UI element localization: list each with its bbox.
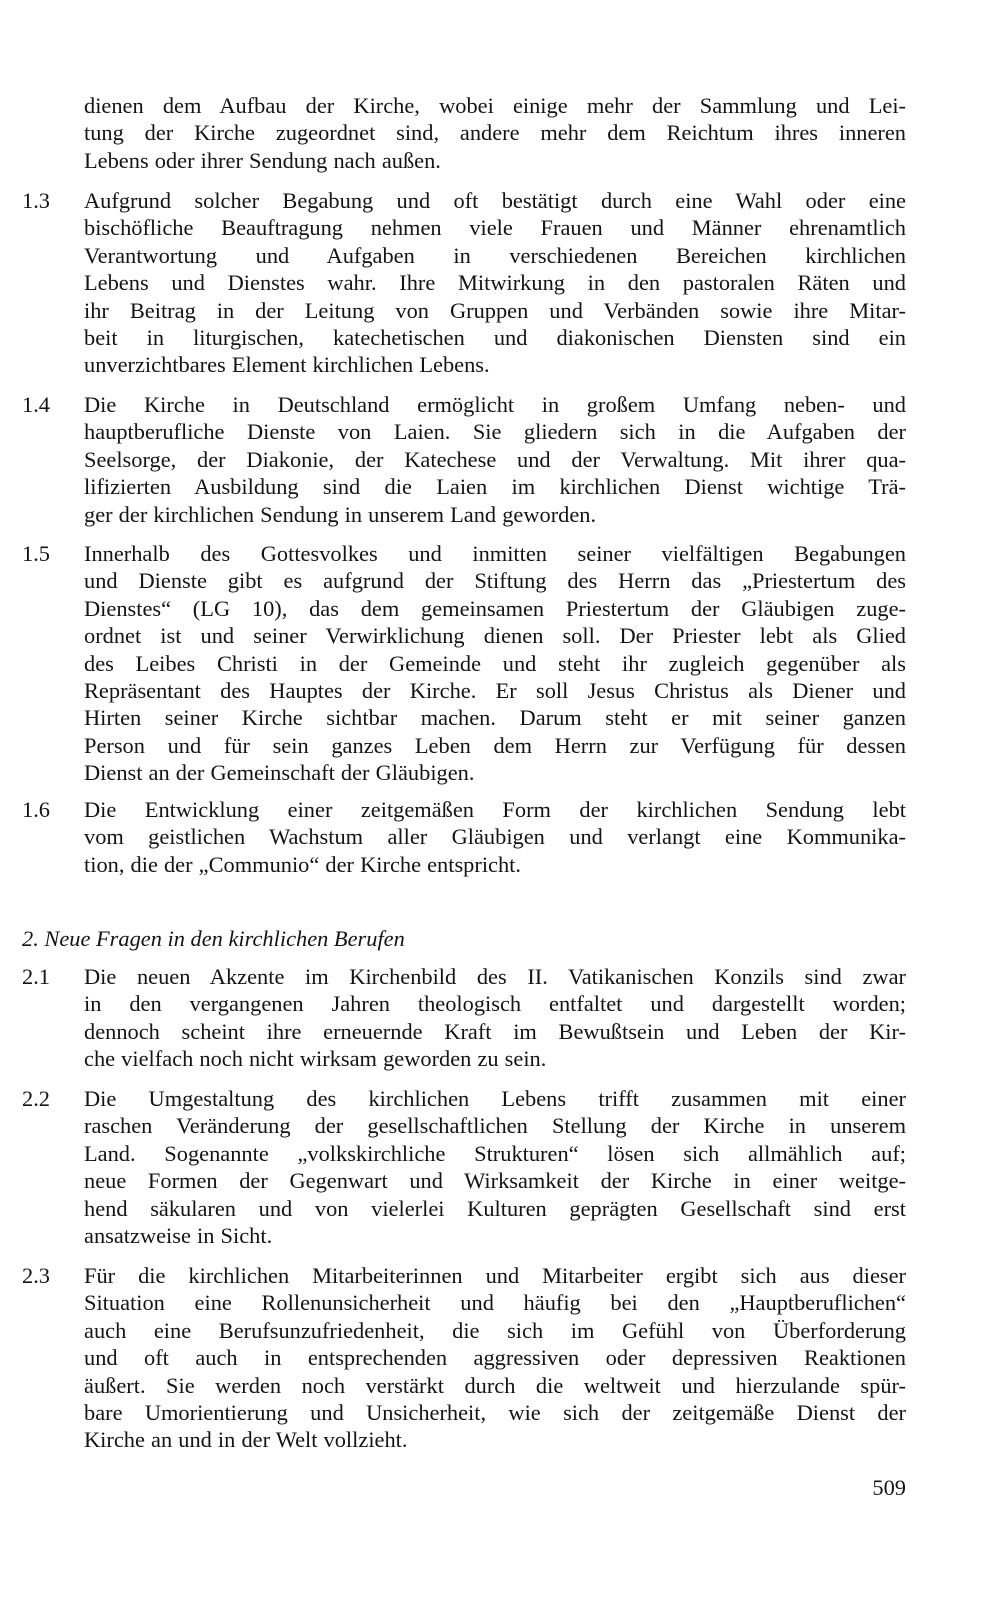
text-line: ger der kirchlichen Sendung in unserem Land geworden. — [84, 501, 597, 527]
text-line: Für die kirchlichen Mitarbeiterinnen und Mitarbeiter ergibt sich aus dieser — [84, 1263, 906, 1288]
section-heading: 2. Neue Fragen in den kirchlichen Berufen — [22, 926, 405, 951]
text-line: und Dienste gibt es aufgrund der Stiftung des Herrn das „Priestertum des — [84, 568, 906, 594]
section-number: 1.6 — [22, 797, 50, 822]
paragraph-1-3 — [84, 187, 906, 379]
text-line: unverzichtbares Element kirchlichen Lebens. — [84, 352, 490, 378]
text-line: lifizierten Ausbildung sind die Laien im kirchlichen Dienst wichtige Trä- — [84, 474, 906, 500]
text-line: Die Entwicklung einer zeitgemäßen Form der kirchlichen Sendung lebt — [84, 797, 906, 822]
text-line: Kirche an und in der Welt vollzieht. — [84, 1427, 408, 1453]
text-line: neue Formen der Gegenwart und Wirksamkeit der Kirche in einer weitge- — [84, 1168, 906, 1194]
paragraph-1-4 — [84, 391, 906, 528]
section-number: 2.3 — [22, 1263, 50, 1288]
text-line: Aufgrund solcher Begabung und oft bestätigt durch eine Wahl oder eine — [84, 188, 906, 213]
paragraph-1-6 — [84, 796, 906, 878]
text-line: Die Kirche in Deutschland ermöglicht in großem Umfang neben- und — [84, 392, 906, 417]
paragraph-2-1 — [84, 963, 906, 1073]
section-number: 2.2 — [22, 1086, 50, 1111]
paragraph-1-5 — [84, 540, 906, 787]
text-line: Verantwortung und Aufgaben in verschiedenen Bereichen kirchlichen — [84, 242, 906, 268]
text-line: Person und für sein ganzes Leben dem Herrn zur Verfügung für dessen — [84, 732, 906, 758]
text-line: Lebens oder ihrer Sendung nach außen. — [84, 147, 441, 173]
text-line: Dienst an der Gemeinschaft der Gläubigen. — [84, 760, 475, 786]
section-number: 2.1 — [22, 964, 50, 989]
paragraph-2-2 — [84, 1085, 906, 1249]
text-line: Hirten seiner Kirche sichtbar machen. Darum steht er mit seiner ganzen — [84, 705, 906, 731]
text-line: auch eine Berufsunzufriedenheit, die sich im Gefühl von Überforderung — [84, 1317, 906, 1343]
paragraph-2-3 — [84, 1262, 906, 1454]
text-line: Repräsentant des Hauptes der Kirche. Er soll Jesus Christus als Diener und — [84, 677, 906, 703]
text-line: ordnet ist und seiner Verwirklichung dienen soll. Der Priester lebt als Glied — [84, 623, 906, 649]
text-line: Dienstes“ (LG 10), das dem gemeinsamen Priestertum der Gläubigen zuge- — [84, 595, 906, 621]
text-line: che vielfach noch nicht wirksam geworden zu sein. — [84, 1046, 547, 1072]
text-line: des Leibes Christi in der Gemeinde und steht ihr zugleich gegenüber als — [84, 650, 906, 676]
text-line: Die neuen Akzente im Kirchenbild des II. Vatikanischen Konzils sind zwar — [84, 964, 906, 989]
text-line: raschen Veränderung der gesellschaftlichen Stellung der Kirche in unserem — [84, 1113, 906, 1139]
text-line: tion, die der „Communio“ der Kirche entspricht. — [84, 851, 522, 877]
text-line: und oft auch in entsprechenden aggressiven oder depressiven Reaktionen — [84, 1345, 906, 1371]
page-number: 509 — [872, 1475, 906, 1500]
text-line: äußert. Sie werden noch verstärkt durch die weltweit und hierzulande spür- — [84, 1372, 906, 1398]
text-line: bare Umorientierung und Unsicherheit, wie sich der zeitgemäße Dienst der — [84, 1399, 906, 1425]
text-line: bischöfliche Beauftragung nehmen viele Frauen und Männer ehrenamtlich — [84, 215, 906, 241]
text-line: in den vergangenen Jahren theologisch entfaltet und dargestellt worden; — [84, 991, 906, 1017]
text-line: dienen dem Aufbau der Kirche, wobei einige mehr der Sammlung und Lei- — [84, 93, 906, 118]
text-line: beit in liturgischen, katechetischen und diakonischen Diensten sind ein — [84, 324, 906, 350]
text-line: Situation eine Rollenunsicherheit und häufig bei den „Hauptberuflichen“ — [84, 1290, 906, 1316]
text-line: Die Umgestaltung des kirchlichen Lebens trifft zusammen mit einer — [84, 1086, 906, 1111]
paragraph-continuation — [84, 92, 906, 174]
section-number: 1.4 — [22, 392, 50, 417]
section-number: 1.5 — [22, 541, 50, 566]
text-line: hauptberufliche Dienste von Laien. Sie gliedern sich in die Aufgaben der — [84, 419, 906, 445]
text-line: vom geistlichen Wachstum aller Gläubigen und verlangt eine Kommunika- — [84, 824, 906, 850]
text-line: Innerhalb des Gottesvolkes und inmitten seiner vielfältigen Begabungen — [84, 541, 906, 566]
text-line: ansatzweise in Sicht. — [84, 1222, 273, 1248]
text-line: ihr Beitrag in der Leitung von Gruppen und Verbänden sowie ihre Mitar- — [84, 297, 906, 323]
text-line: tung der Kirche zugeordnet sind, andere mehr dem Reichtum ihres inneren — [84, 120, 906, 146]
text-line: Land. Sogenannte „volkskirchliche Strukturen“ lösen sich allmählich auf; — [84, 1140, 906, 1166]
section-number: 1.3 — [22, 188, 50, 213]
text-line: Seelsorge, der Diakonie, der Katechese und der Verwaltung. Mit ihrer qua- — [84, 446, 906, 472]
text-line: Lebens und Dienstes wahr. Ihre Mitwirkung in den pastoralen Räten und — [84, 270, 906, 296]
text-line: hend säkularen und von vielerlei Kulturen geprägten Gesellschaft sind erst — [84, 1195, 906, 1221]
text-line: dennoch scheint ihre erneuernde Kraft im Bewußtsein und Leben der Kir- — [84, 1018, 906, 1044]
